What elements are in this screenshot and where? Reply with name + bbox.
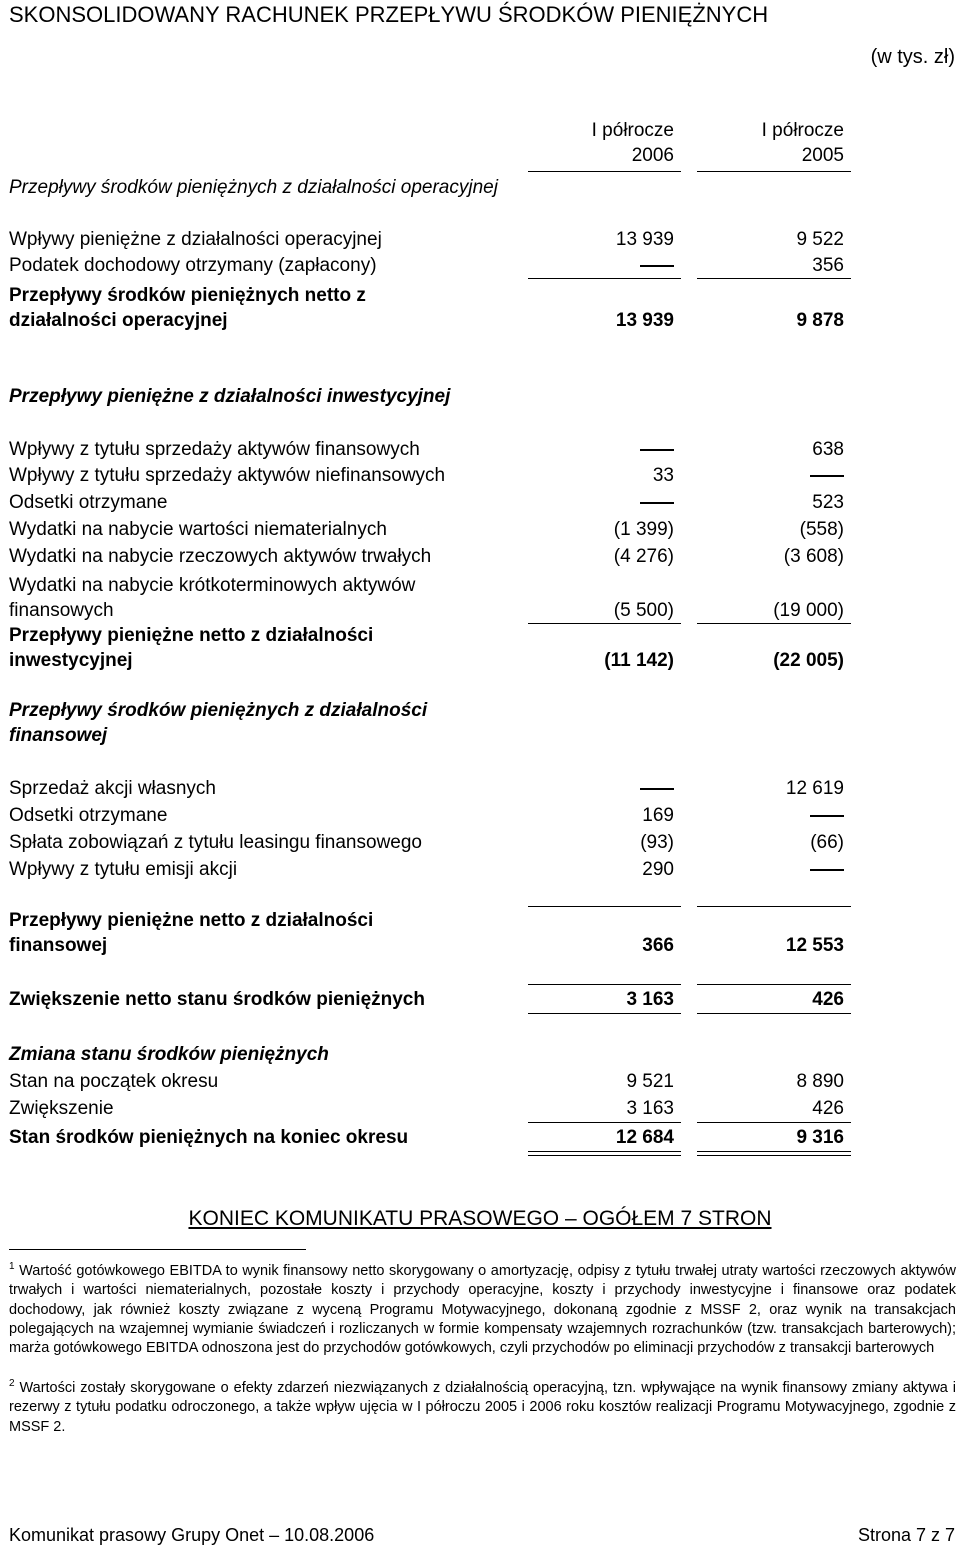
value-2006: 3 163 bbox=[626, 1098, 674, 1119]
row-label: Odsetki otrzymane bbox=[9, 805, 168, 826]
nil-dash bbox=[640, 502, 674, 504]
table-row bbox=[9, 803, 854, 828]
nil-dash bbox=[640, 449, 674, 451]
column-header-2006 bbox=[514, 118, 674, 168]
value-2006: 290 bbox=[642, 859, 674, 880]
value-2006 bbox=[514, 490, 674, 515]
double-underline bbox=[528, 1151, 681, 1156]
value-2006: 33 bbox=[652, 465, 674, 486]
row-label: Stan środków pieniężnych na koniec okresu bbox=[9, 1127, 409, 1148]
footnote-2 bbox=[9, 1379, 956, 1437]
value-2006: (4 276) bbox=[613, 546, 674, 567]
value-2006: 13 939 bbox=[615, 310, 674, 331]
value-2005: 9 522 bbox=[796, 229, 844, 250]
section-heading-financing: Przepływy środków pieniężnych z działalności finansowej bbox=[9, 700, 428, 746]
row-label: Wydatki na nabycie wartości niematerialnych bbox=[9, 519, 387, 540]
value-2006: 3 163 bbox=[626, 989, 674, 1010]
value-2005: (66) bbox=[810, 832, 844, 853]
footnote-text: Wartości zostały skorygowane o efekty zdarzeń niezwiązanych z działalnością operacyjną, tzn. wpływające na wynik finansowy zmiany aktywa i rezerwy z tytułu podatku odroczonego, a także wpływ ujęcia w I półroczu 2005 i 2006 roku kosztów realizacji Programu Motywacyjnego, zgodnie z MSSF 2. bbox=[9, 1380, 956, 1435]
table-row bbox=[9, 517, 854, 542]
section-heading-change: Zmiana stanu środków pieniężnych bbox=[9, 1044, 329, 1065]
nil-dash bbox=[640, 788, 674, 790]
value-2006 bbox=[514, 776, 674, 801]
value-2006: (93) bbox=[640, 832, 674, 853]
column-header-year: 2006 bbox=[631, 145, 674, 166]
table-row bbox=[9, 437, 854, 462]
unit-label: (w tys. zł) bbox=[870, 46, 955, 68]
row-label: Odsetki otrzymane bbox=[9, 492, 168, 513]
value-2005: (558) bbox=[799, 519, 844, 540]
value-2005: 426 bbox=[812, 1098, 844, 1119]
subtotal-line bbox=[697, 1013, 851, 1014]
table-row bbox=[9, 776, 854, 801]
table-row bbox=[9, 490, 854, 515]
row-label: Wpływy z tytułu sprzedaży aktywów finansowych bbox=[9, 439, 420, 460]
row-label: Wpływy z tytułu sprzedaży aktywów niefinansowych bbox=[9, 465, 446, 486]
subtotal-line bbox=[697, 984, 851, 985]
column-header-2005 bbox=[684, 118, 844, 168]
value-2005: 638 bbox=[812, 439, 844, 460]
subtotal-line bbox=[697, 1122, 851, 1123]
value-2006 bbox=[514, 437, 674, 462]
table-row bbox=[9, 544, 854, 569]
value-2006: 9 521 bbox=[626, 1071, 674, 1092]
value-2006: (5 500) bbox=[613, 600, 674, 621]
value-2006: 13 939 bbox=[615, 229, 674, 250]
value-2005: 9 316 bbox=[796, 1127, 844, 1148]
subtotal-line bbox=[697, 278, 851, 279]
footnote-text: Wartość gotówkowego EBITDA to wynik finansowy netto skorygowany o amortyzację, odpisy z tytułu trwałej utraty wartości rzeczowych aktywów trwałych i wartości niematerialnych, pozostałe koszty i przychody operacyjne, koszty i przychody inwestycyjne i finansowe oraz podatek dochodowy, jak również koszty związane z wyceną Programu Motywacyjnego, dokonaną zgodnie z MSSF 2, oraz wynik na transakcjach polegających na wzajemnej wymianie świadczeń i rozliczanych w formie kompensaty wzajemnych rozrachunków (tzw. transakcjach barterowych); marża gotówkowego EBITDA odnoszona jest do przychodów gotówkowych, czyli przychodów po eliminacji przychodów z transakcji barterowych bbox=[9, 1263, 956, 1357]
value-2005 bbox=[684, 857, 844, 882]
value-2005: (19 000) bbox=[773, 600, 844, 621]
footnote-number: 1 bbox=[9, 1261, 15, 1273]
table-row-net-increase bbox=[9, 987, 854, 1012]
nil-dash bbox=[810, 815, 844, 817]
row-label: Podatek dochodowy otrzymany (zapłacony) bbox=[9, 255, 377, 276]
end-of-release-text: KONIEC KOMUNIKATU PRASOWEGO – OGÓŁEM 7 STRON bbox=[188, 1207, 772, 1230]
column-header-label: I półrocze bbox=[761, 120, 844, 141]
row-label: Przepływy środków pieniężnych netto z działalności operacyjnej bbox=[9, 285, 366, 331]
page-title: SKONSOLIDOWANY RACHUNEK PRZEPŁYWU ŚRODKÓW PIENIĘŻNYCH bbox=[9, 2, 769, 27]
value-2005: 9 878 bbox=[796, 310, 844, 331]
value-2006: (1 399) bbox=[613, 519, 674, 540]
row-label: Wpływy pieniężne z działalności operacyjnej bbox=[9, 229, 382, 250]
footnote-1 bbox=[9, 1262, 956, 1358]
table-row-total bbox=[9, 1125, 854, 1150]
row-label: Spłata zobowiązań z tytułu leasingu finansowego bbox=[9, 832, 422, 853]
column-header-label: I półrocze bbox=[591, 120, 674, 141]
section-heading-operating: Przepływy środków pieniężnych z działalności operacyjnej bbox=[9, 177, 498, 198]
table-row bbox=[9, 573, 854, 623]
subtotal-line bbox=[528, 278, 681, 279]
value-2005: 12 619 bbox=[785, 778, 844, 799]
table-row bbox=[9, 830, 854, 855]
value-2006: (11 142) bbox=[604, 650, 674, 671]
table-row-total bbox=[9, 282, 854, 333]
value-2005: 356 bbox=[812, 255, 844, 276]
double-underline bbox=[697, 1151, 851, 1156]
column-underline bbox=[528, 171, 681, 172]
table-row bbox=[9, 253, 854, 278]
row-label: Zwiększenie netto stanu środków pieniężnych bbox=[9, 989, 425, 1010]
value-2005: 426 bbox=[812, 989, 844, 1010]
row-label: Przepływy pieniężne netto z działalności finansowej bbox=[9, 910, 374, 956]
row-label: Wydatki na nabycie krótkoterminowych aktywów finansowych bbox=[9, 575, 416, 621]
table-row bbox=[9, 463, 854, 488]
value-2006: 366 bbox=[642, 935, 674, 956]
value-2005: 523 bbox=[812, 492, 844, 513]
table-row-total bbox=[9, 907, 854, 958]
value-2005: (22 005) bbox=[773, 650, 844, 671]
footer-left: Komunikat prasowy Grupy Onet – 10.08.2006 bbox=[9, 1525, 375, 1545]
value-2006: 169 bbox=[642, 805, 674, 826]
column-underline bbox=[697, 171, 851, 172]
column-header-year: 2005 bbox=[801, 145, 844, 166]
value-2006: 12 684 bbox=[615, 1127, 674, 1148]
subtotal-line bbox=[528, 984, 681, 985]
table-row bbox=[9, 1069, 854, 1094]
value-2005: (3 608) bbox=[783, 546, 844, 567]
value-2005: 8 890 bbox=[796, 1071, 844, 1092]
footnote-separator bbox=[9, 1249, 306, 1250]
subtotal-line bbox=[528, 1013, 681, 1014]
row-label: Przepływy pieniężne netto z działalności inwestycyjnej bbox=[9, 625, 374, 671]
nil-dash bbox=[810, 869, 844, 871]
value-2006 bbox=[514, 253, 674, 278]
subtotal-line bbox=[528, 1122, 681, 1123]
table-row bbox=[9, 1096, 854, 1121]
footnote-number: 2 bbox=[9, 1378, 15, 1390]
value-2005 bbox=[684, 803, 844, 828]
footer-page-number: Strona 7 z 7 bbox=[857, 1525, 955, 1545]
nil-dash bbox=[810, 475, 844, 477]
row-label: Zwiększenie bbox=[9, 1098, 114, 1119]
section-heading-investing: Przepływy pieniężne z działalności inwestycyjnej bbox=[9, 386, 451, 407]
row-label: Stan na początek okresu bbox=[9, 1071, 219, 1092]
row-label: Wpływy z tytułu emisji akcji bbox=[9, 859, 238, 880]
table-row-total bbox=[9, 622, 854, 673]
value-2005 bbox=[684, 463, 844, 488]
table-row bbox=[9, 227, 854, 252]
value-2005: 12 553 bbox=[785, 935, 844, 956]
nil-dash bbox=[640, 265, 674, 267]
row-label: Sprzedaż akcji własnych bbox=[9, 778, 216, 799]
row-label: Wydatki na nabycie rzeczowych aktywów trwałych bbox=[9, 546, 432, 567]
table-row bbox=[9, 857, 854, 882]
